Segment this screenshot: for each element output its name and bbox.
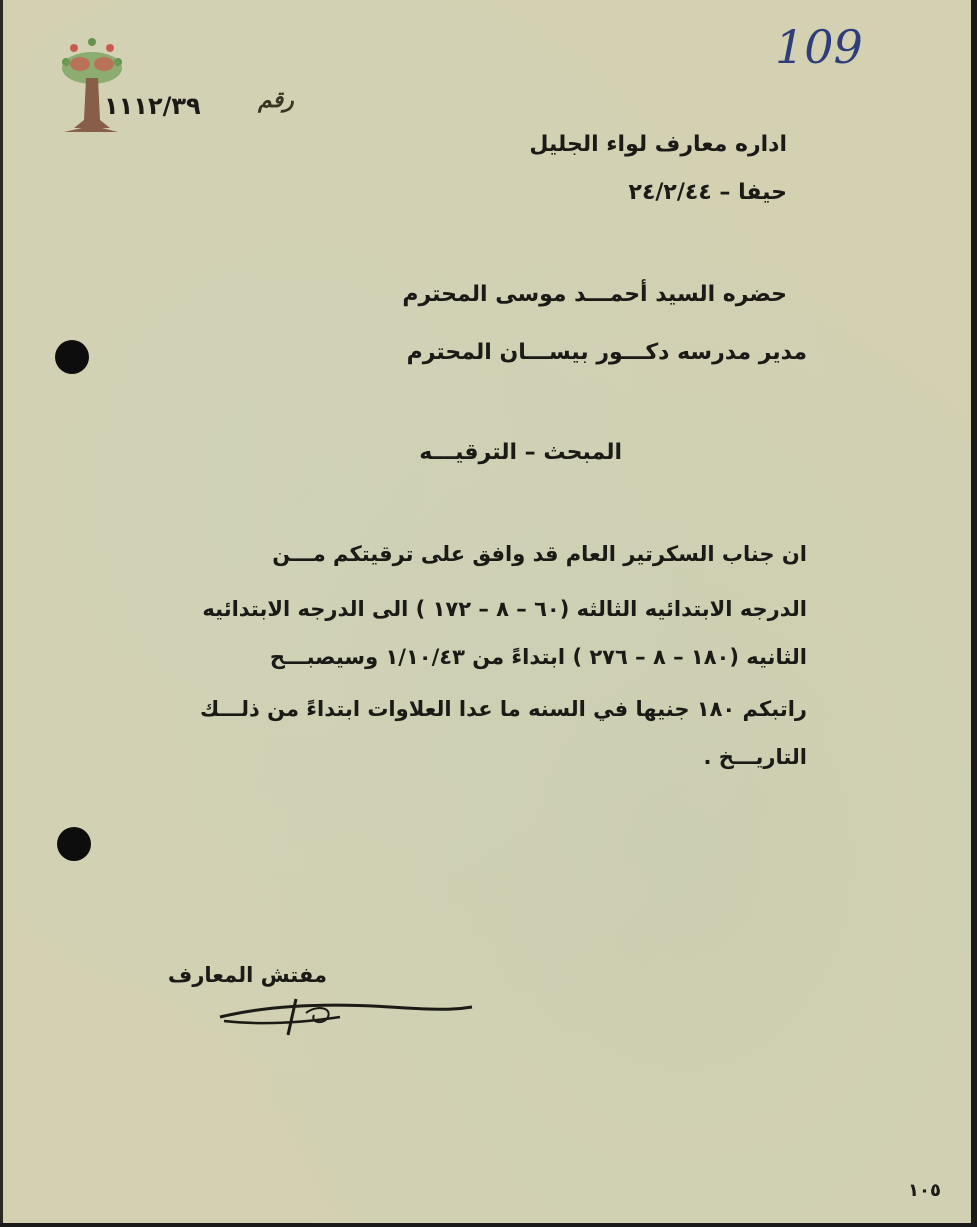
scan-edge-right [971, 0, 977, 1227]
place-and-date: حيفا – ٢٤/٢/٤٤ [628, 180, 787, 205]
reference-number: ١١١٢/٣٩ [104, 92, 201, 120]
archive-logo-icon [52, 36, 132, 136]
scan-edge-bottom [0, 1223, 977, 1227]
addressee-name: حضره السيد أحمـــد موسى المحترم [402, 282, 787, 307]
body-line-3: الثانيه (١٨٠ – ٨ – ٢٧٦ ) ابتداءً من ١/١٠/٤٣ وسيصبـــح [269, 645, 807, 669]
punch-hole [57, 827, 91, 861]
body-line-4: راتبكم ١٨٠ جنيها في السنه ما عدا العلاوات ابتداءً من ذلـــك [200, 697, 807, 721]
issuing-office: اداره معارف لواء الجليل [529, 132, 787, 157]
body-line-5: التاريـــخ . [703, 745, 807, 769]
footer-code: ١٠٥ [908, 1180, 941, 1201]
addressee-title: مدير مدرسه دكـــور بيســـان المحترم [406, 340, 807, 365]
body-line-2: الدرجه الابتدائيه الثالثه (٦٠ – ٨ – ١٧٢ ) الى الدرجه الابتدائيه [202, 597, 807, 621]
scan-edge-left [0, 0, 3, 1227]
handwritten-signature [210, 995, 480, 1040]
letter-subject: المبحث – الترقيـــه [419, 440, 622, 465]
signatory-title: مفتش المعارف [167, 963, 327, 987]
reference-label: رقم [258, 88, 294, 113]
body-line-1: ان جناب السكرتير العام قد وافق على ترقيتكم مـــن [272, 542, 807, 566]
punch-hole [55, 340, 89, 374]
archive-page-number: 109 [775, 20, 863, 74]
